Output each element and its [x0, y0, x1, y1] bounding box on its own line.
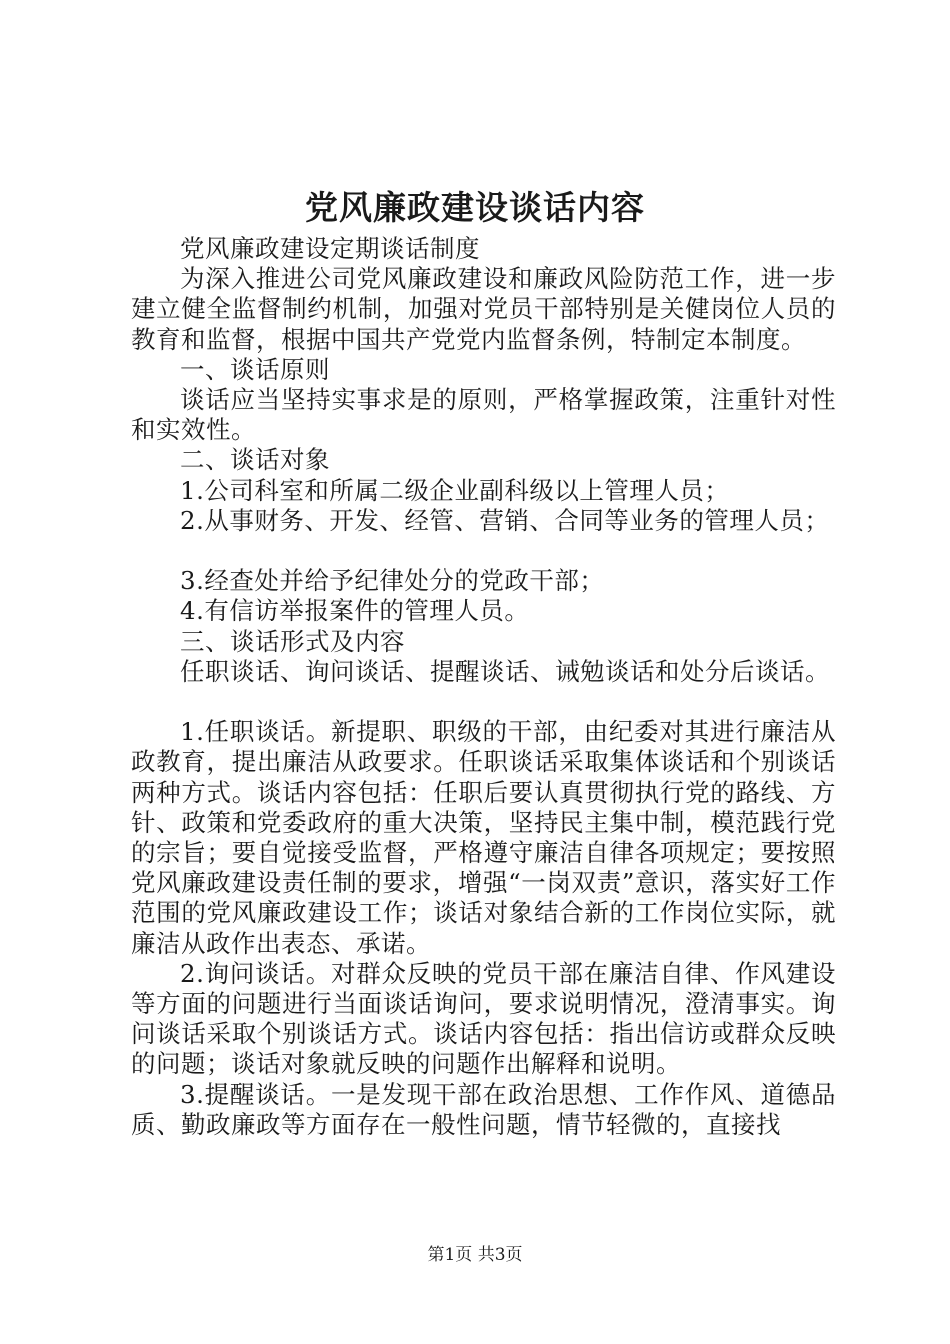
section-heading-principle: 一、谈话原则: [180, 354, 330, 384]
paragraph-intro: 为深入推进公司党风廉政建设和廉政风险防范工作，进一步建立健全监督制约机制，加强对党员干部特别是关健岗位人员的教育和监督，根据中国共产党党内监督条例，特制定本制度。: [131, 264, 836, 354]
document-title: 党风廉政建设谈话内容: [305, 188, 645, 227]
section-heading-targets: 二、谈话对象: [180, 445, 330, 475]
page-number-footer: 第1页 共3页: [427, 1245, 523, 1265]
list-item-target-4: 4.有信访举报案件的管理人员。: [180, 596, 530, 626]
list-item-target-2: 2.从事财务、开发、经管、营销、合同等业务的管理人员；: [180, 505, 830, 535]
list-item-target-3: 3.经查处并给予纪律处分的党政干部；: [180, 566, 605, 596]
paragraph-subtitle: 党风廉政建设定期谈话制度: [180, 234, 480, 263]
blank-line: [131, 536, 836, 566]
paragraph-form-1: 1.任职谈话。新提职、职级的干部，由纪委对其进行廉洁从政教育，提出廉洁从政要求。任职谈话采取集体谈话和个别谈话两种方式。谈话内容包括：任职后要认真贯彻执行党的路线、方针、政策和党委政府的重大决策，坚持民主集中制，模范践行党的宗旨；要自觉接受监督，严格遵守廉洁自律各项规定；要按照党风廉政建设责任制的要求，增强“一岗双责”意识，落实好工作范围的党风廉政建设工作；谈话对象结合新的工作岗位实际，就廉洁从政作出表态、承诺。: [131, 717, 836, 958]
paragraph-forms: 任职谈话、询问谈话、提醒谈话、诫勉谈话和处分后谈话。: [180, 656, 830, 686]
paragraph-form-3: 3.提醒谈话。一是发现干部在政治思想、工作作风、道德品质、勤政廉政等方面存在一般性问题，情节轻微的，直接找: [131, 1079, 836, 1139]
list-item-target-1: 1.公司科室和所属二级企业副科级以上管理人员；: [180, 475, 730, 505]
blank-line: [131, 687, 836, 717]
document-body: [131, 234, 836, 1140]
paragraph-form-2: 2.询问谈话。对群众反映的党员干部在廉洁自律、作风建设等方面的问题进行当面谈话询问，要求说明情况，澄清事实。询问谈话采取个别谈话方式。谈话内容包括：指出信访或群众反映的问题；谈话对象就反映的问题作出解释和说明。: [131, 958, 836, 1079]
paragraph-principle: 谈话应当坚持实事求是的原则，严格掌握政策，注重针对性和实效性。: [131, 385, 836, 445]
section-heading-forms: 三、谈话形式及内容: [180, 626, 405, 656]
